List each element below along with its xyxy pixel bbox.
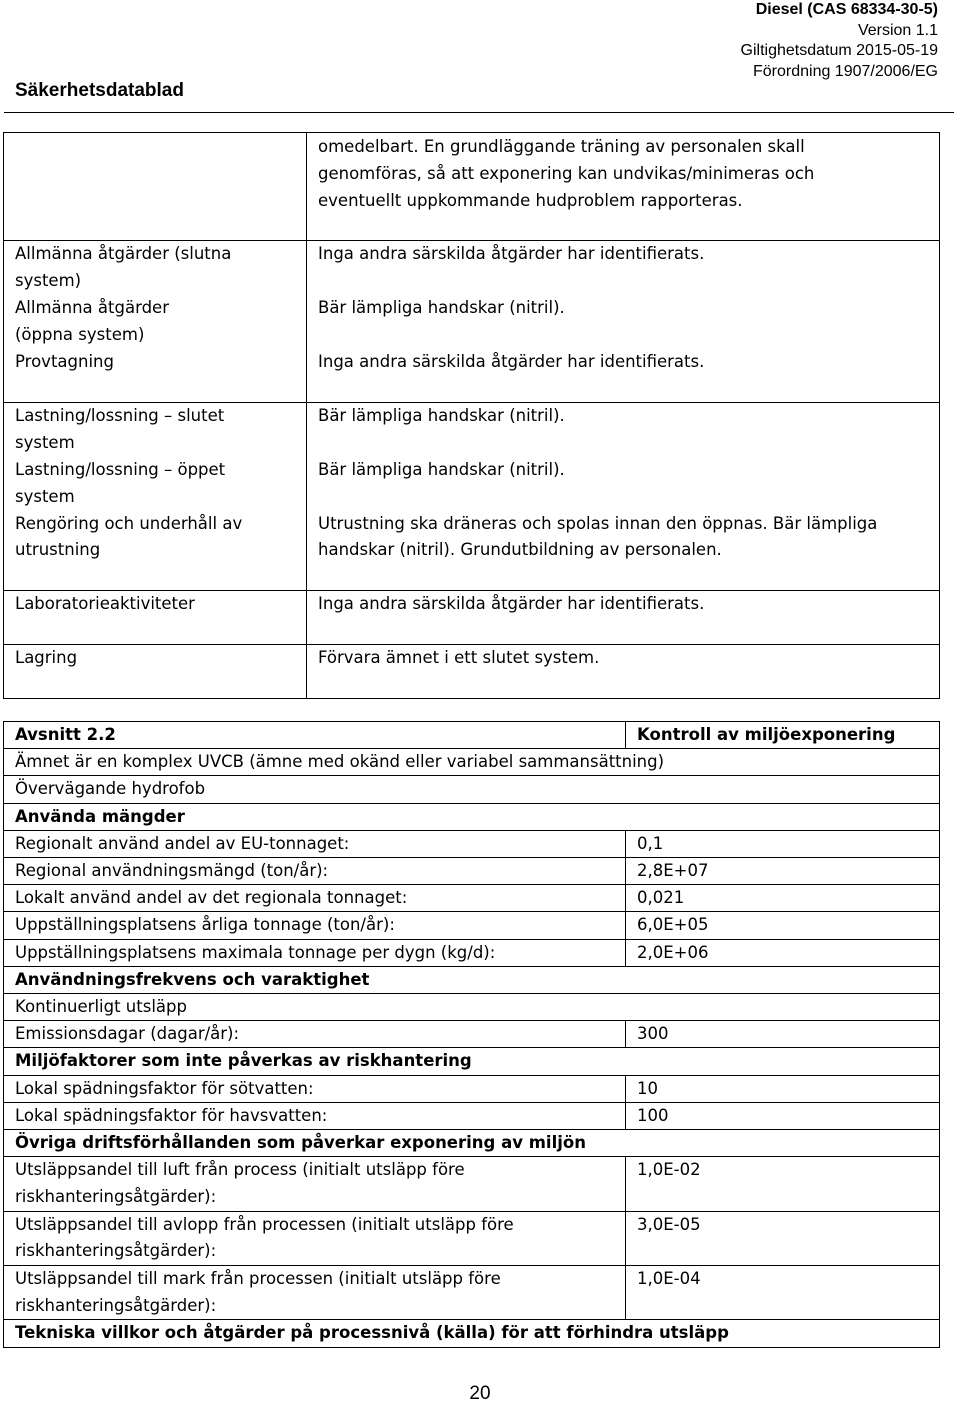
hydrophobic-note: Övervägande hydrofob [4,776,940,803]
row-label: Uppställningsplatsens årliga tonnage (ton/år): [4,912,626,939]
text-line: Bär lämpliga handskar (nitril). [318,406,565,426]
table-row [4,1021,940,1048]
table-row [4,749,940,776]
row-value: 6,0E+05 [626,912,940,939]
empty-cell [4,133,307,241]
text-line: Provtagning [15,351,114,371]
row-value: 2,0E+06 [626,939,940,966]
table-row [4,912,940,939]
text-line: Bär lämpliga handskar (nitril). [318,297,565,317]
table-row [4,1075,940,1102]
validity-date: Giltighetsdatum 2015-05-19 [740,42,938,59]
text-line: system) [15,271,82,291]
intro-cell [307,133,940,241]
activity-cell [4,644,307,698]
row-label [4,1266,626,1320]
text-line: utrustning [15,540,101,560]
measure-cell [307,644,940,698]
text-line: riskhanteringsåtgärder): [15,1241,217,1261]
row-value: 300 [626,1021,940,1048]
text-line: Laboratorieaktiviteter [15,594,195,614]
amounts-heading: Använda mängder [4,803,940,830]
header-divider [4,112,954,113]
row-label: Regional användningsmängd (ton/år): [4,858,626,885]
table-row [4,1157,940,1211]
text-line: handskar (nitril). Grundutbildning av personalen. [318,540,722,560]
text-line: system [15,486,75,506]
heading-row [4,803,940,830]
row-value: 1,0E-04 [626,1266,940,1320]
table-row [4,1266,940,1320]
text-line: Allmänna åtgärder (slutna [15,244,232,264]
text-line: Lagring [15,647,78,667]
row-label [4,1211,626,1265]
row-label: Emissionsdagar (dagar/år): [4,1021,626,1048]
text-line: Utsläppsandel till luft från process (initialt utsläpp före [15,1160,465,1180]
text-line: Utsläppsandel till avlopp från processen (initialt utsläpp före [15,1214,514,1234]
row-value: 0,1 [626,830,940,857]
version: Version 1.1 [857,21,938,39]
text-line: Bär lämpliga handskar (nitril). [318,459,565,479]
text-line: Förvara ämnet i ett slutet system. [318,647,600,667]
page-number: 20 [469,1383,491,1404]
table-row [4,241,940,403]
row-label: Lokal spädningsfaktor för sötvatten: [4,1075,626,1102]
text-line: eventuellt uppkommande hudproblem rapporteras. [318,190,743,210]
text-line: (öppna system) [15,324,145,344]
table-row [4,1211,940,1265]
table-row [4,403,940,591]
section-title: Kontroll av miljöexponering [626,722,940,749]
table-row [4,939,940,966]
text-line: riskhanteringsåtgärder): [15,1295,217,1315]
table-row [4,830,940,857]
text-line: Allmänna åtgärder [15,297,169,317]
table-row [4,133,940,241]
text-line: Lastning/lossning – slutet [15,406,225,426]
text-line: Utsläppsandel till mark från processen (initialt utsläpp före [15,1269,501,1288]
heading-row [4,1130,940,1157]
row-value: 0,021 [626,885,940,912]
frequency-heading: Användningsfrekvens och varaktighet [4,966,940,993]
table-row [4,776,940,803]
row-label: Uppställningsplatsens maximala tonnage per dygn (kg/d): [4,939,626,966]
product-name: Diesel (CAS 68334-30-5) [755,1,938,18]
row-label [4,1157,626,1211]
text-line: system [15,433,75,453]
text-line: Utrustning ska dräneras och spolas innan den öppnas. Bär lämpliga [318,513,878,533]
row-label: Lokal spädningsfaktor för havsvatten: [4,1102,626,1129]
text-line: genomföras, så att exponering kan undvikas/minimeras och [318,163,815,183]
operating-conditions-heading: Övriga driftsförhållanden som påverkar exponering av miljön [4,1130,940,1157]
row-value: 1,0E-02 [626,1157,940,1211]
row-value: 3,0E-05 [626,1211,940,1265]
measures-table [3,132,940,699]
text-line: Inga andra särskilda åtgärder har identifierats. [318,351,705,371]
text-line: Rengöring och underhåll av [15,513,243,533]
text-line: omedelbart. En grundläggande träning av personalen skall [318,137,805,156]
activity-cell [4,241,307,403]
row-label: Lokalt använd andel av det regionala tonnaget: [4,885,626,912]
table-row [4,885,940,912]
heading-row [4,1048,940,1075]
measure-cell [307,591,940,645]
row-value: 2,8E+07 [626,858,940,885]
env-factors-heading: Miljöfaktorer som inte påverkas av riskhantering [4,1048,940,1075]
technical-conditions-heading: Tekniska villkor och åtgärder på processnivå (källa) för att förhindra utsläpp [4,1320,940,1347]
table-row [4,591,940,645]
text-line: Inga andra särskilda åtgärder har identifierats. [318,594,705,614]
regulation: Förordning 1907/2006/EG [752,62,938,80]
table-row [4,994,940,1021]
environment-exposure-table [3,721,940,1348]
heading-row [4,966,940,993]
table-row [4,858,940,885]
activity-cell [4,403,307,591]
row-label: Regionalt använd andel av EU-tonnaget: [4,830,626,857]
row-value: 10 [626,1075,940,1102]
text-line: riskhanteringsåtgärder): [15,1186,217,1206]
text-line: Lastning/lossning – öppet [15,459,226,479]
table-row [4,644,940,698]
section-label: Avsnitt 2.2 [4,722,626,749]
page-header [0,0,960,117]
measure-cell [307,403,940,591]
table-row [4,1102,940,1129]
text-line: Inga andra särskilda åtgärder har identifierats. [318,244,705,264]
measure-cell [307,241,940,403]
section-header-row [4,722,940,749]
document-meta [741,0,938,82]
substance-note: Ämnet är en komplex UVCB (ämne med okänd eller variabel sammansättning) [4,749,940,776]
heading-row [4,1320,940,1347]
row-value: 100 [626,1102,940,1129]
continuous-release: Kontinuerligt utsläpp [4,994,940,1021]
document-title: Säkerhetsdatablad [15,80,184,101]
activity-cell [4,591,307,645]
